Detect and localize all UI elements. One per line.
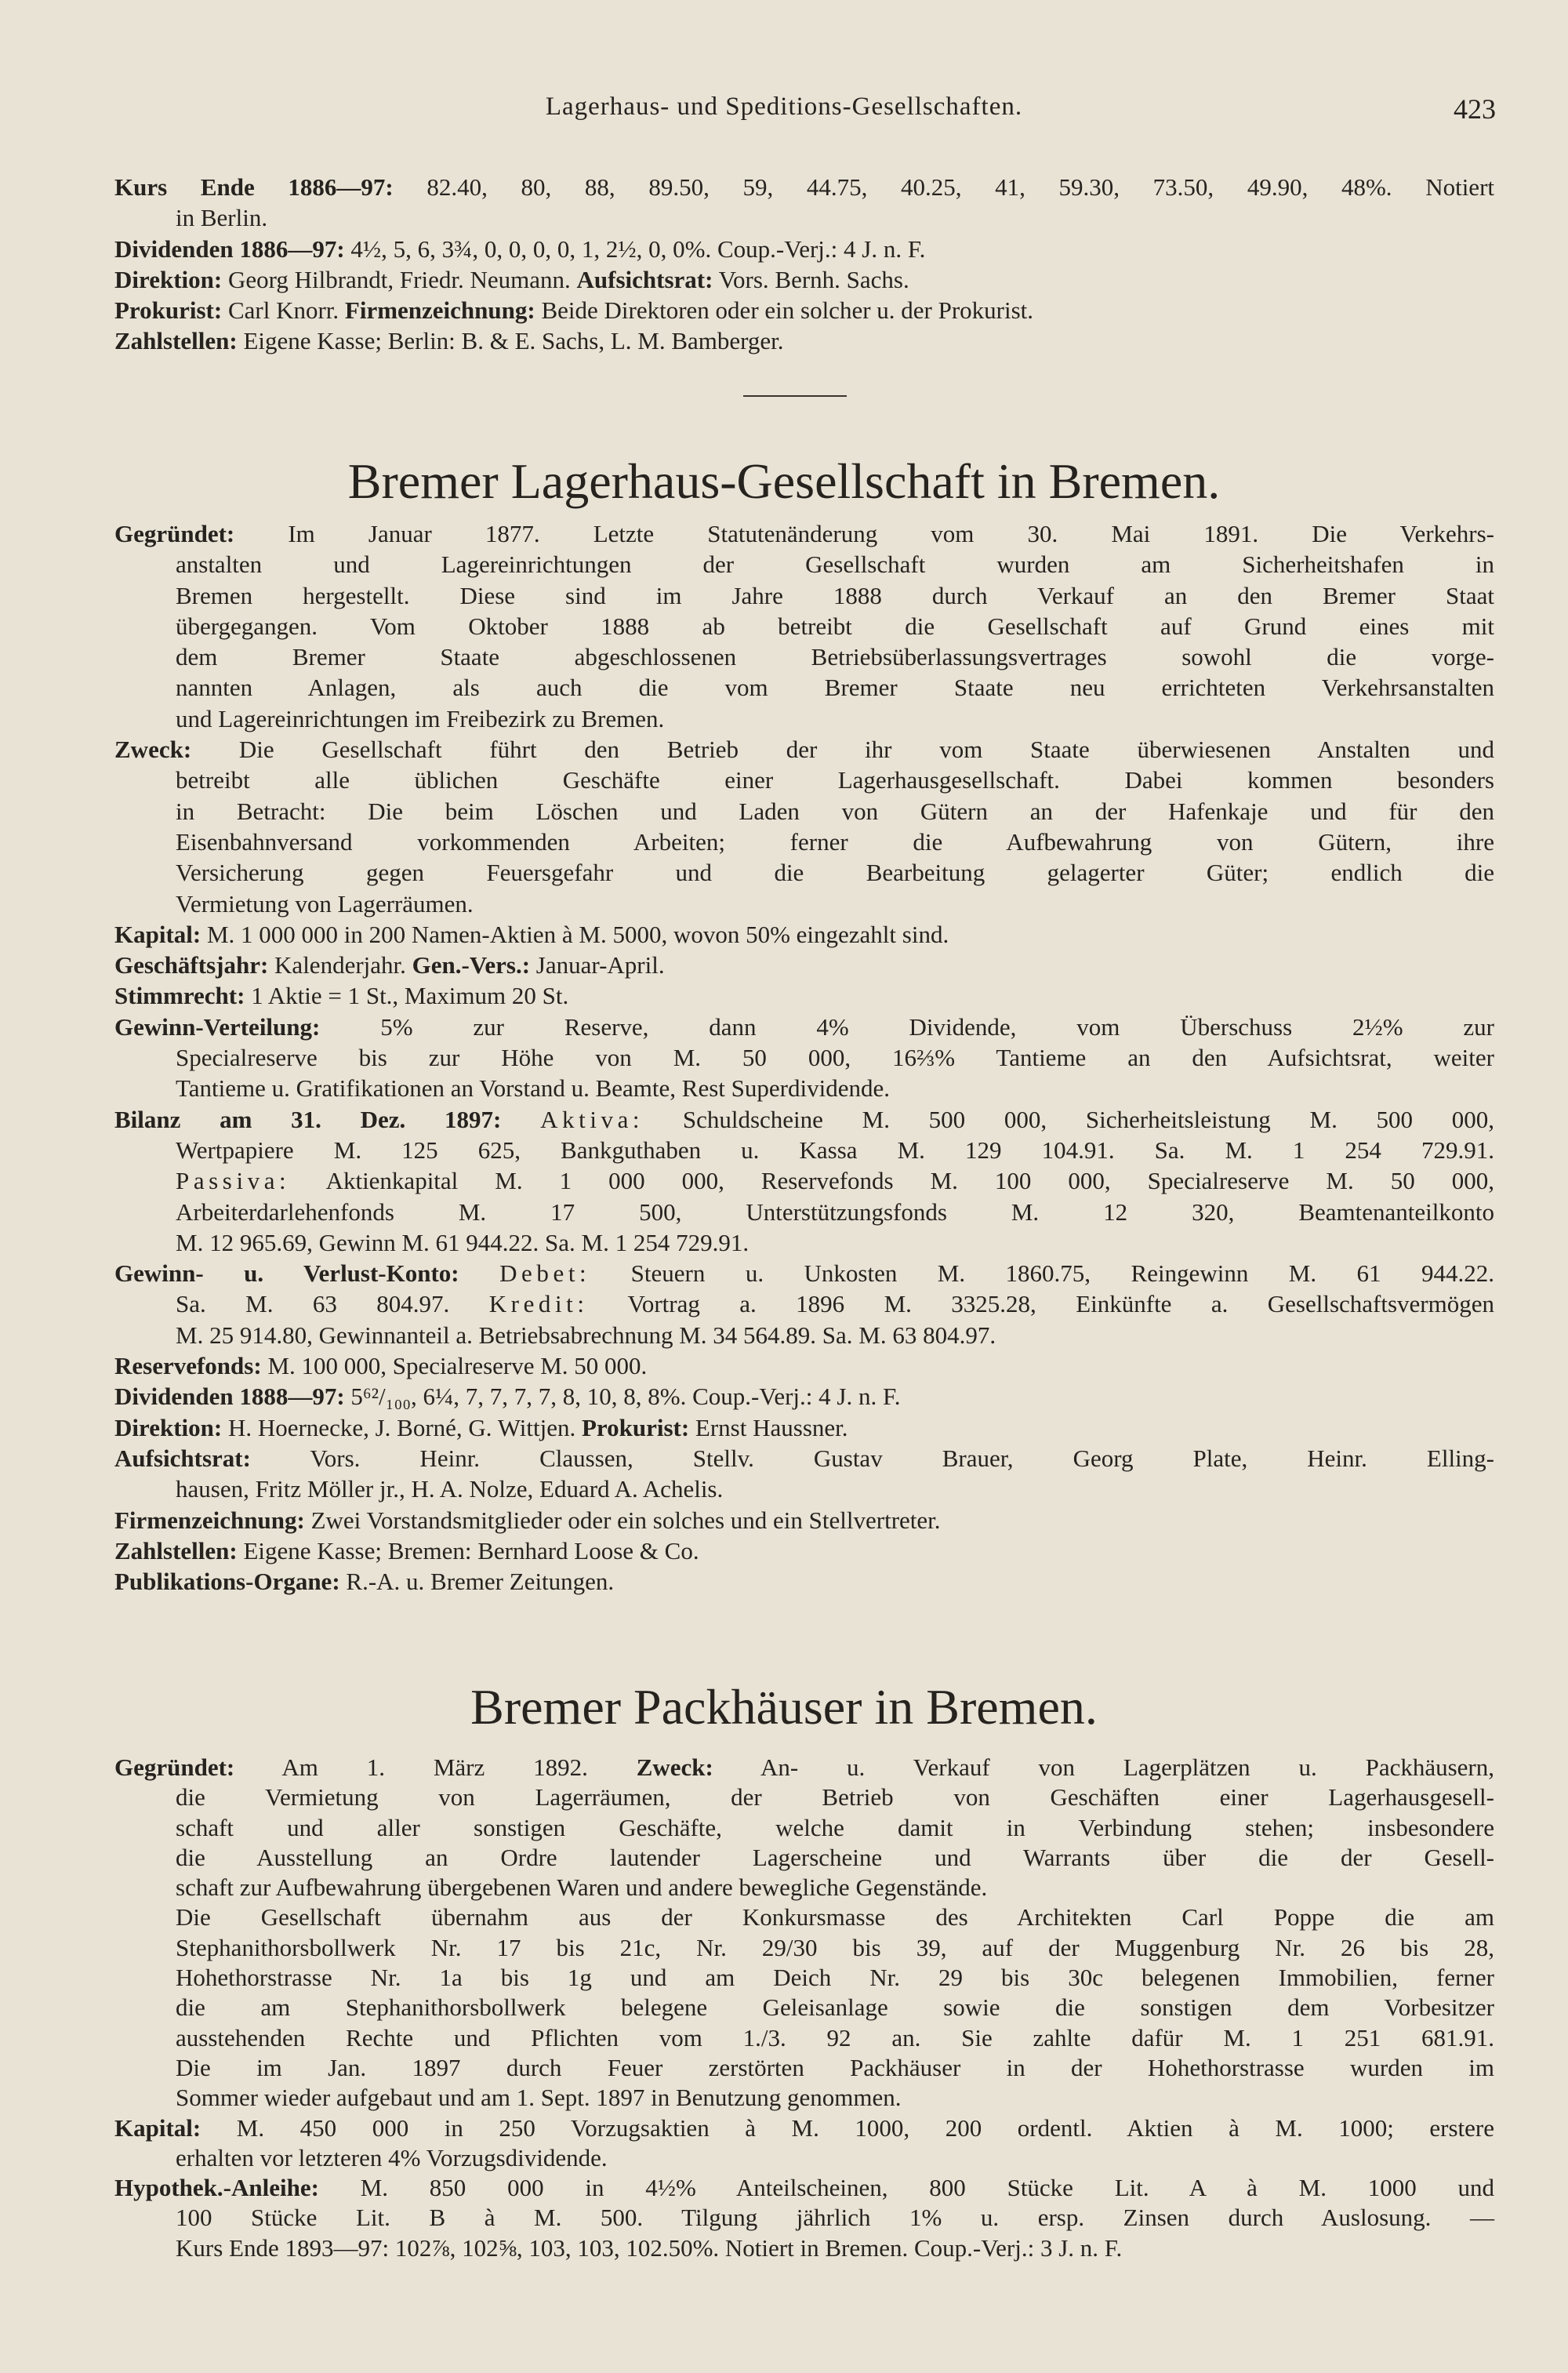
entry-paragraph — [114, 2173, 1494, 2263]
text-line — [114, 827, 1494, 857]
entry-text: M. 100 000, Specialreserve M. 50 000. — [267, 1352, 648, 1380]
text-line — [114, 1993, 1494, 2022]
entry-label: Zahlstellen: — [114, 1536, 238, 1564]
entry-text: M. 25 914.80, Gewinnanteil a. Betriebsabrechnung M. 34 564.89. Sa. M. 63 804.97. — [176, 1321, 996, 1349]
text-line — [114, 1073, 1494, 1103]
text-line — [114, 1350, 1494, 1381]
entry-label: Geschäftsjahr: — [114, 951, 269, 979]
entry-text: in Berlin. — [176, 204, 268, 232]
entry-text: H. Hoernecke, J. Borné, G. Wittjen. — [227, 1413, 582, 1441]
text-line — [114, 1505, 1494, 1535]
entry-paragraph — [114, 1412, 1494, 1443]
text-line — [114, 1320, 1494, 1350]
entry-label: Kapital: — [114, 920, 201, 948]
entry-text: Arbeiterdarlehenfonds M. 17 500, Unterstützungsfonds M. 12 320, Beamtenanteilkonto — [176, 1197, 1494, 1226]
section-previous-company-continued — [114, 172, 1494, 357]
text-line — [114, 1963, 1494, 1993]
entry-text: erhalten vor letzteren 4% Vorzugsdividende. — [176, 2143, 608, 2171]
entry-text: An- u. Verkauf von Lagerplätzen u. Packhäusern, — [760, 1753, 1495, 1781]
text-line — [114, 672, 1494, 703]
text-line — [114, 172, 1494, 202]
entry-label: Direktion: — [114, 265, 223, 293]
entry-text: Beide Direktoren oder ein solcher u. der Prokurist. — [541, 296, 1034, 325]
entry-label: Zweck: — [636, 1753, 713, 1781]
entry-paragraph — [114, 1505, 1494, 1535]
entry-text: Bremen hergestellt. Diese sind im Jahre 1888 durch Verkauf an den Bremer Staat — [176, 581, 1494, 609]
entry-label: Gegründet: — [114, 1753, 235, 1781]
spaced-label: Passiva: — [176, 1167, 291, 1195]
entry-text: Kalenderjahr. — [274, 951, 412, 979]
entry-text: Wertpapiere M. 125 625, Bankguthaben u. Kassa M. 129 104.91. Sa. M. 1 254 729.91. — [176, 1136, 1494, 1164]
entry-label: Dividenden 1888—97: — [114, 1383, 345, 1411]
text-line — [114, 1535, 1494, 1566]
text-line — [114, 2143, 1494, 2173]
entry-text: Eigene Kasse; Bremen: Bernhard Loose & Co. — [243, 1536, 699, 1564]
spaced-label: Aktiva: — [540, 1105, 644, 1133]
text-line — [114, 1042, 1494, 1073]
text-line — [114, 549, 1494, 580]
entry-text: Vors. Heinr. Claussen, Stellv. Gustav Brauer, Georg Plate, Heinr. Elling- — [310, 1444, 1494, 1472]
text-line — [114, 325, 1494, 356]
entry-text: Vermietung von Lagerräumen. — [176, 889, 474, 918]
text-line — [114, 857, 1494, 888]
entry-text: 5⁶²/₁₀₀, 6¼, 7, 7, 7, 7, 8, 10, 8, 8%. Coup.-Verj.: 4 J. n. F. — [350, 1383, 901, 1411]
entry-paragraph — [114, 1381, 1494, 1412]
text-line — [114, 1412, 1494, 1443]
entry-text: Carl Knorr. — [227, 296, 345, 325]
text-line — [114, 1135, 1494, 1165]
entry-text: Ernst Haussner. — [695, 1413, 848, 1441]
entry-text: Tantieme u. Gratifikationen an Vorstand u. Beamte, Rest Superdividende. — [176, 1074, 890, 1103]
running-title: Lagerhaus- und Speditions-Gesellschaften. — [545, 93, 1023, 121]
text-line — [114, 1381, 1494, 1412]
spaced-label: Kredit: — [488, 1290, 589, 1318]
text-line — [114, 1782, 1494, 1812]
entry-text: Vortrag a. 1896 M. 3325.28, Einkünfte a. Gesellschaftsvermögen — [627, 1290, 1494, 1318]
entry-text: ausstehenden Rechte und Pflichten vom 1./3. 92 an. Sie zahlte dafür M. 1 251 681.91. — [176, 2023, 1494, 2051]
entry-text: M. 1 000 000 in 200 Namen-Aktien à M. 5000, wovon 50% eingezahlt sind. — [206, 920, 949, 948]
entry-text: Die Gesellschaft übernahm aus der Konkursmasse des Architekten Carl Poppe die am — [176, 1903, 1494, 1931]
entry-text: hausen, Fritz Möller jr., H. A. Nolze, Eduard A. Achelis. — [176, 1475, 724, 1503]
entry-text: 82.40, 80, 88, 89.50, 59, 44.75, 40.25, 41, 59.30, 73.50, 49.90, 48%. Notiert — [426, 173, 1495, 201]
entry-text: schaft und aller sonstigen Geschäfte, welche damit in Verbindung stehen; insbesondere — [176, 1813, 1494, 1841]
entry-label: Stimmrecht: — [114, 982, 245, 1010]
entry-paragraph — [114, 980, 1494, 1011]
entry-paragraph — [114, 172, 1494, 234]
text-line — [114, 1902, 1494, 1932]
entry-text: die am Stephanithorsbollwerk belegene Geleisanlage sowie die sonstigen dem Vorbesitzer — [176, 1993, 1494, 2022]
entry-paragraph — [114, 1104, 1494, 1258]
entry-text: Sa. M. 63 804.97. — [176, 1290, 489, 1318]
text-line — [114, 734, 1494, 765]
text-line — [114, 1012, 1494, 1042]
entry-text: nannten Anlagen, als auch die vom Bremer Staate neu errichteten Verkehrsanstalten — [176, 674, 1494, 702]
entry-text: Zwei Vorstandsmitglieder oder ein solches und ein Stellvertreter. — [310, 1506, 941, 1534]
page-header — [0, 93, 1568, 129]
entry-text: Steuern u. Unkosten M. 1860.75, Reingewinn M. 61 944.22. — [630, 1259, 1494, 1288]
entry-label: Dividenden 1886—97: — [114, 234, 345, 263]
text-line — [114, 1165, 1494, 1196]
entry-text: Eisenbahnversand vorkommenden Arbeiten; ferner die Aufbewahrung von Gütern, ihre — [176, 827, 1494, 856]
entry-text: Januar-April. — [535, 951, 665, 979]
section-bremer-lagerhaus — [114, 518, 1494, 1597]
entry-label: Firmenzeichnung: — [114, 1506, 305, 1534]
entry-text: Am 1. März 1892. — [281, 1753, 637, 1781]
text-line — [114, 1288, 1494, 1319]
entry-text: anstalten und Lagereinrichtungen der Gesellschaft wurden am Sicherheitshafen in — [176, 551, 1494, 579]
section-title-bremer-packhaeuser: Bremer Packhäuser in Bremen. — [470, 1679, 1098, 1735]
entry-text: Specialreserve bis zur Höhe von M. 50 000, 16⅔% Tantieme an den Aufsichtsrat, weiter — [176, 1044, 1494, 1072]
entry-paragraph — [114, 264, 1494, 295]
entry-text: M. 850 000 in 4½% Anteilscheinen, 800 Stücke Lit. A à M. 1000 und — [360, 2174, 1495, 2202]
entry-paragraph — [114, 1535, 1494, 1566]
text-line — [114, 1443, 1494, 1474]
entry-paragraph — [114, 734, 1494, 919]
entry-text: 4½, 5, 6, 3¾, 0, 0, 0, 0, 1, 2½, 0, 0%. Coup.-Verj.: 4 J. n. F. — [350, 234, 926, 263]
entry-label: Gewinn-Verteilung: — [114, 1012, 321, 1041]
text-line — [114, 2083, 1494, 2113]
page-number: 423 — [1454, 93, 1496, 125]
section-bremer-packhaeuser — [114, 1753, 1494, 2263]
text-line — [114, 518, 1494, 549]
entry-text: 1 Aktie = 1 St., Maximum 20 St. — [251, 982, 569, 1010]
text-line — [114, 611, 1494, 641]
entry-paragraph — [114, 325, 1494, 356]
entry-text: Georg Hilbrandt, Friedr. Neumann. — [227, 265, 577, 293]
text-line — [114, 2053, 1494, 2083]
entry-text: Sommer wieder aufgebaut und am 1. Sept. 1897 in Benutzung genommen. — [176, 2084, 902, 2112]
entry-label: Reservefonds: — [114, 1352, 262, 1380]
text-line — [114, 703, 1494, 734]
text-line — [114, 889, 1494, 919]
entry-label: Aufsichtsrat: — [576, 265, 713, 293]
text-line — [114, 1933, 1494, 1963]
entry-paragraph — [114, 1753, 1494, 1902]
entry-text: Eigene Kasse; Berlin: B. & E. Sachs, L. M. Bamberger. — [243, 327, 784, 355]
text-line — [114, 1566, 1494, 1597]
entry-text: Hohethorstrasse Nr. 1a bis 1g und am Deich Nr. 29 bis 30c belegenen Immobilien, ferner — [176, 1964, 1494, 1992]
entry-label: Bilanz am 31. Dez. 1897: — [114, 1105, 502, 1133]
entry-label: Prokurist: — [114, 296, 223, 325]
text-line — [114, 1227, 1494, 1258]
entry-text: Versicherung gegen Feuersgefahr und die Bearbeitung gelagerter Güter; endlich die — [176, 859, 1494, 887]
entry-label: Publikations-Organe: — [114, 1568, 340, 1596]
text-line — [114, 980, 1494, 1011]
entry-label: Gewinn- u. Verlust-Konto: — [114, 1259, 459, 1288]
text-line — [114, 919, 1494, 950]
text-line — [114, 641, 1494, 672]
text-line — [114, 765, 1494, 795]
entry-text: Die im Jan. 1897 durch Feuer zerstörten Packhäuser in der Hohethorstrasse wurden im — [176, 2053, 1494, 2081]
entry-text: 5% zur Reserve, dann 4% Dividende, vom Überschuss 2½% zur — [380, 1012, 1495, 1041]
entry-label: Kurs Ende 1886—97: — [114, 173, 394, 201]
entry-label: Gen.-Vers.: — [412, 951, 531, 979]
text-line — [114, 1474, 1494, 1504]
entry-text: schaft zur Aufbewahrung übergebenen Waren und andere bewegliche Gegenstände. — [176, 1873, 988, 1902]
entry-text: die Vermietung von Lagerräumen, der Betrieb von Geschäften einer Lagerhausgesell- — [176, 1783, 1494, 1812]
entry-text: Schuldscheine M. 500 000, Sicherheitsleistung M. 500 000, — [682, 1105, 1495, 1133]
entry-text: Im Januar 1877. Letzte Statutenänderung vom 30. Mai 1891. Die Verkehrs- — [288, 520, 1494, 547]
text-line — [114, 580, 1494, 611]
entry-paragraph — [114, 234, 1494, 264]
entry-text: Aktienkapital M. 1 000 000, Reservefonds M. 100 000, Specialreserve M. 50 000, — [325, 1167, 1494, 1195]
text-line — [114, 264, 1494, 295]
entry-label: Prokurist: — [581, 1413, 690, 1441]
text-line — [114, 796, 1494, 827]
entry-label: Gegründet: — [114, 520, 235, 547]
entry-text: R.-A. u. Bremer Zeitungen. — [346, 1568, 615, 1596]
section-divider — [743, 395, 847, 397]
text-line — [114, 2023, 1494, 2053]
entry-text: betreibt alle üblichen Geschäfte einer Lagerhausgesellschaft. Dabei kommen besonders — [176, 766, 1494, 794]
entry-text: in Betracht: Die beim Löschen und Laden von Gütern an der Hafenkaje und für den — [176, 797, 1494, 825]
entry-text: übergegangen. Vom Oktober 1888 ab betreibt die Gesellschaft auf Grund eines mit — [176, 612, 1494, 640]
entry-label: Kapital: — [114, 2113, 201, 2142]
text-line — [114, 1813, 1494, 1843]
entry-label: Hypothek.-Anleihe: — [114, 2174, 319, 2202]
text-line — [114, 295, 1494, 325]
entry-paragraph — [114, 1902, 1494, 2113]
text-line — [114, 950, 1494, 980]
entry-text: M. 450 000 in 250 Vorzugsaktien à M. 1000, 200 ordentl. Aktien à M. 1000; erstere — [236, 2113, 1495, 2142]
text-line — [114, 1197, 1494, 1227]
text-line — [114, 1843, 1494, 1873]
entry-paragraph — [114, 1566, 1494, 1597]
entry-paragraph — [114, 919, 1494, 950]
section-title-bremer-lagerhaus: Bremer Lagerhaus-Gesellschaft in Bremen. — [347, 453, 1221, 509]
entry-paragraph — [114, 950, 1494, 980]
text-line — [114, 2203, 1494, 2233]
text-line — [114, 2233, 1494, 2263]
entry-text: M. 12 965.69, Gewinn M. 61 944.22. Sa. M. 1 254 729.91. — [176, 1228, 750, 1256]
entry-text: Vors. Bernh. Sachs. — [718, 265, 909, 293]
entry-paragraph — [114, 1012, 1494, 1104]
entry-label: Aufsichtsrat: — [114, 1444, 251, 1472]
entry-paragraph — [114, 1350, 1494, 1381]
text-line — [114, 2113, 1494, 2143]
spaced-label: Debet: — [499, 1259, 591, 1288]
text-line — [114, 202, 1494, 233]
entry-paragraph — [114, 518, 1494, 734]
entry-text: und Lagereinrichtungen im Freibezirk zu Bremen. — [176, 704, 665, 732]
entry-label: Zahlstellen: — [114, 327, 238, 355]
entry-text: dem Bremer Staate abgeschlossenen Betriebsüberlassungsvertrages sowohl die vorge- — [176, 643, 1494, 671]
text-line — [114, 1104, 1494, 1135]
text-line — [114, 234, 1494, 264]
entry-text: die Ausstellung an Ordre lautender Lagerscheine und Warrants über die der Gesell- — [176, 1843, 1494, 1871]
text-line — [114, 1258, 1494, 1288]
entry-text: Stephanithorsbollwerk Nr. 17 bis 21c, Nr. 29/30 bis 39, auf der Muggenburg Nr. 26 bis 28, — [176, 1933, 1494, 1961]
text-line — [114, 1753, 1494, 1782]
text-line — [114, 2173, 1494, 2203]
entry-label: Firmenzeichnung: — [344, 296, 535, 325]
entry-paragraph — [114, 2113, 1494, 2174]
entry-label: Zweck: — [114, 736, 192, 764]
entry-text: Kurs Ende 1893—97: 102⅞, 102⅝, 103, 103, 102.50%. Notiert in Bremen. Coup.-Verj.: 3 J. n. F. — [176, 2233, 1123, 2262]
entry-text: 100 Stücke Lit. B à M. 500. Tilgung jährlich 1% u. ersp. Zinsen durch Auslosung. — — [176, 2204, 1494, 2232]
entry-paragraph — [114, 295, 1494, 325]
entry-paragraph — [114, 1443, 1494, 1505]
entry-paragraph — [114, 1258, 1494, 1350]
text-line — [114, 1873, 1494, 1902]
entry-text: Die Gesellschaft führt den Betrieb der ihr vom Staate überwiesenen Anstalten und — [238, 736, 1495, 764]
entry-label: Direktion: — [114, 1413, 223, 1441]
